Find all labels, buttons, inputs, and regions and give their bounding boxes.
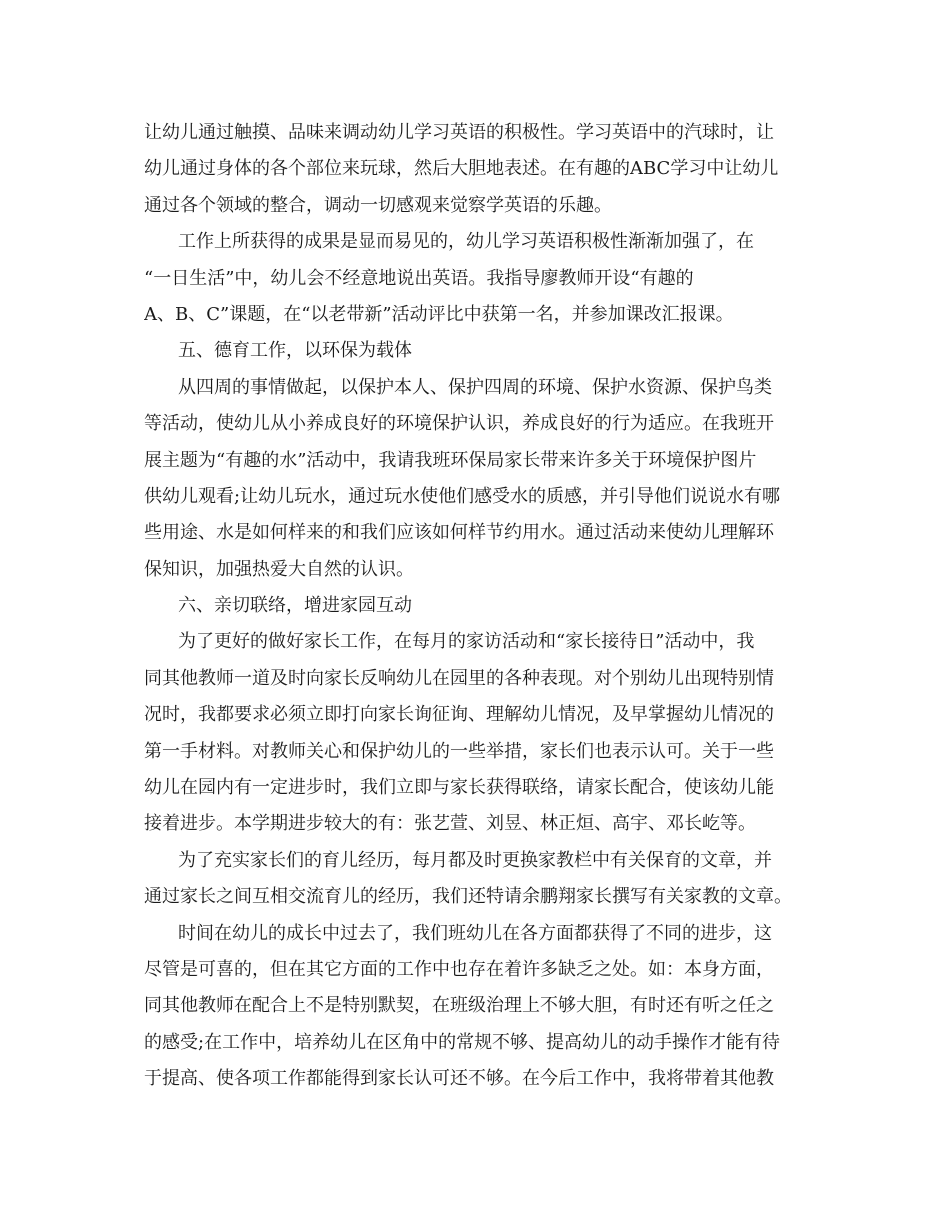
text-line: 保知识，加强热爱大自然的认识。 <box>144 558 414 580</box>
text-line: 幼儿在园内有一定进步时，我们立即与家长获得联络，请家长配合，使该幼儿能 <box>144 777 774 799</box>
text-line: 为了更好的做好家长工作，在每月的家访活动和“家长接待日”活动中，我 <box>178 631 755 653</box>
text-line: 第一手材料。对教师关心和保护幼儿的一些举措，家长们也表示认可。关于一些 <box>144 740 774 762</box>
text-line: 供幼儿观看;让幼儿玩水，通过玩水使他们感受水的质感，并引导他们说说水有哪 <box>144 485 781 507</box>
text-line: 时间在幼儿的成长中过去了，我们班幼儿在各方面都获得了不同的进步，这 <box>178 922 772 944</box>
text-line: 为了充实家长们的育儿经历，每月都及时更换家教栏中有关保育的文章，并 <box>178 849 772 871</box>
document-body <box>144 115 824 1098</box>
text-line: 六、亲切联络，增进家园互动 <box>178 595 412 617</box>
text-line: 况时，我都要求必须立即打向家长询征询、理解幼儿情况，及早掌握幼儿情况的 <box>144 704 774 726</box>
text-line: 等活动，使幼儿从小养成良好的环境保护认识，养成良好的行为适应。在我班开 <box>144 413 774 435</box>
text-line: 些用途、水是如何样来的和我们应该如何样节约用水。通过活动来使幼儿理解环 <box>144 522 774 544</box>
text-line: 工作上所获得的成果是显而易见的，幼儿学习英语积极性渐渐加强了，在 <box>178 231 754 253</box>
text-line: 幼儿通过身体的各个部位来玩球，然后大胆地表述。在有趣的ABC学习中让幼儿 <box>144 158 779 180</box>
text-line: 展主题为“有趣的水”活动中，我请我班环保局家长带来许多关于环境保护图片 <box>144 449 757 471</box>
text-line: 同其他教师一道及时向家长反响幼儿在园里的各种表现。对个别幼儿出现特别情 <box>144 667 774 689</box>
text-line: 于提高、使各项工作都能得到家长认可还不够。在今后工作中，我将带着其他教 <box>144 1068 774 1090</box>
text-line: 从四周的事情做起，以保护本人、保护四周的环境、保护水资源、保护鸟类 <box>178 376 772 398</box>
text-line: A、B、C”课题，在“以老带新”活动评比中获第一名，并参加课改汇报课。 <box>144 303 734 325</box>
text-line: 同其他教师在配合上不是特别默契，在班级治理上不够大胆，有时还有听之任之 <box>144 995 774 1017</box>
text-line: 通过家长之间互相交流育儿的经历，我们还特请余鹏翔家长撰写有关家教的文章。 <box>144 886 792 908</box>
text-line: “一日生活”中，幼儿会不经意地说出英语。我指导廖教师开设“有趣的 <box>144 267 694 289</box>
text-line: 让幼儿通过触摸、品味来调动幼儿学习英语的积极性。学习英语中的汽球时，让 <box>144 122 774 143</box>
text-line: 五、德育工作，以环保为载体 <box>178 340 412 362</box>
text-line: 的感受;在工作中，培养幼儿在区角中的常规不够、提高幼儿的动手操作才能有待 <box>144 1031 781 1053</box>
text-line: 通过各个领域的整合，调动一切感观来觉察学英语的乐趣。 <box>144 194 612 216</box>
text-line: 接着进步。本学期进步较大的有：张艺萱、刘昱、林正烜、高宇、邓长屹等。 <box>144 813 756 835</box>
text-line: 尽管是可喜的，但在其它方面的工作中也存在着许多缺乏之处。如：本身方面， <box>144 958 774 980</box>
